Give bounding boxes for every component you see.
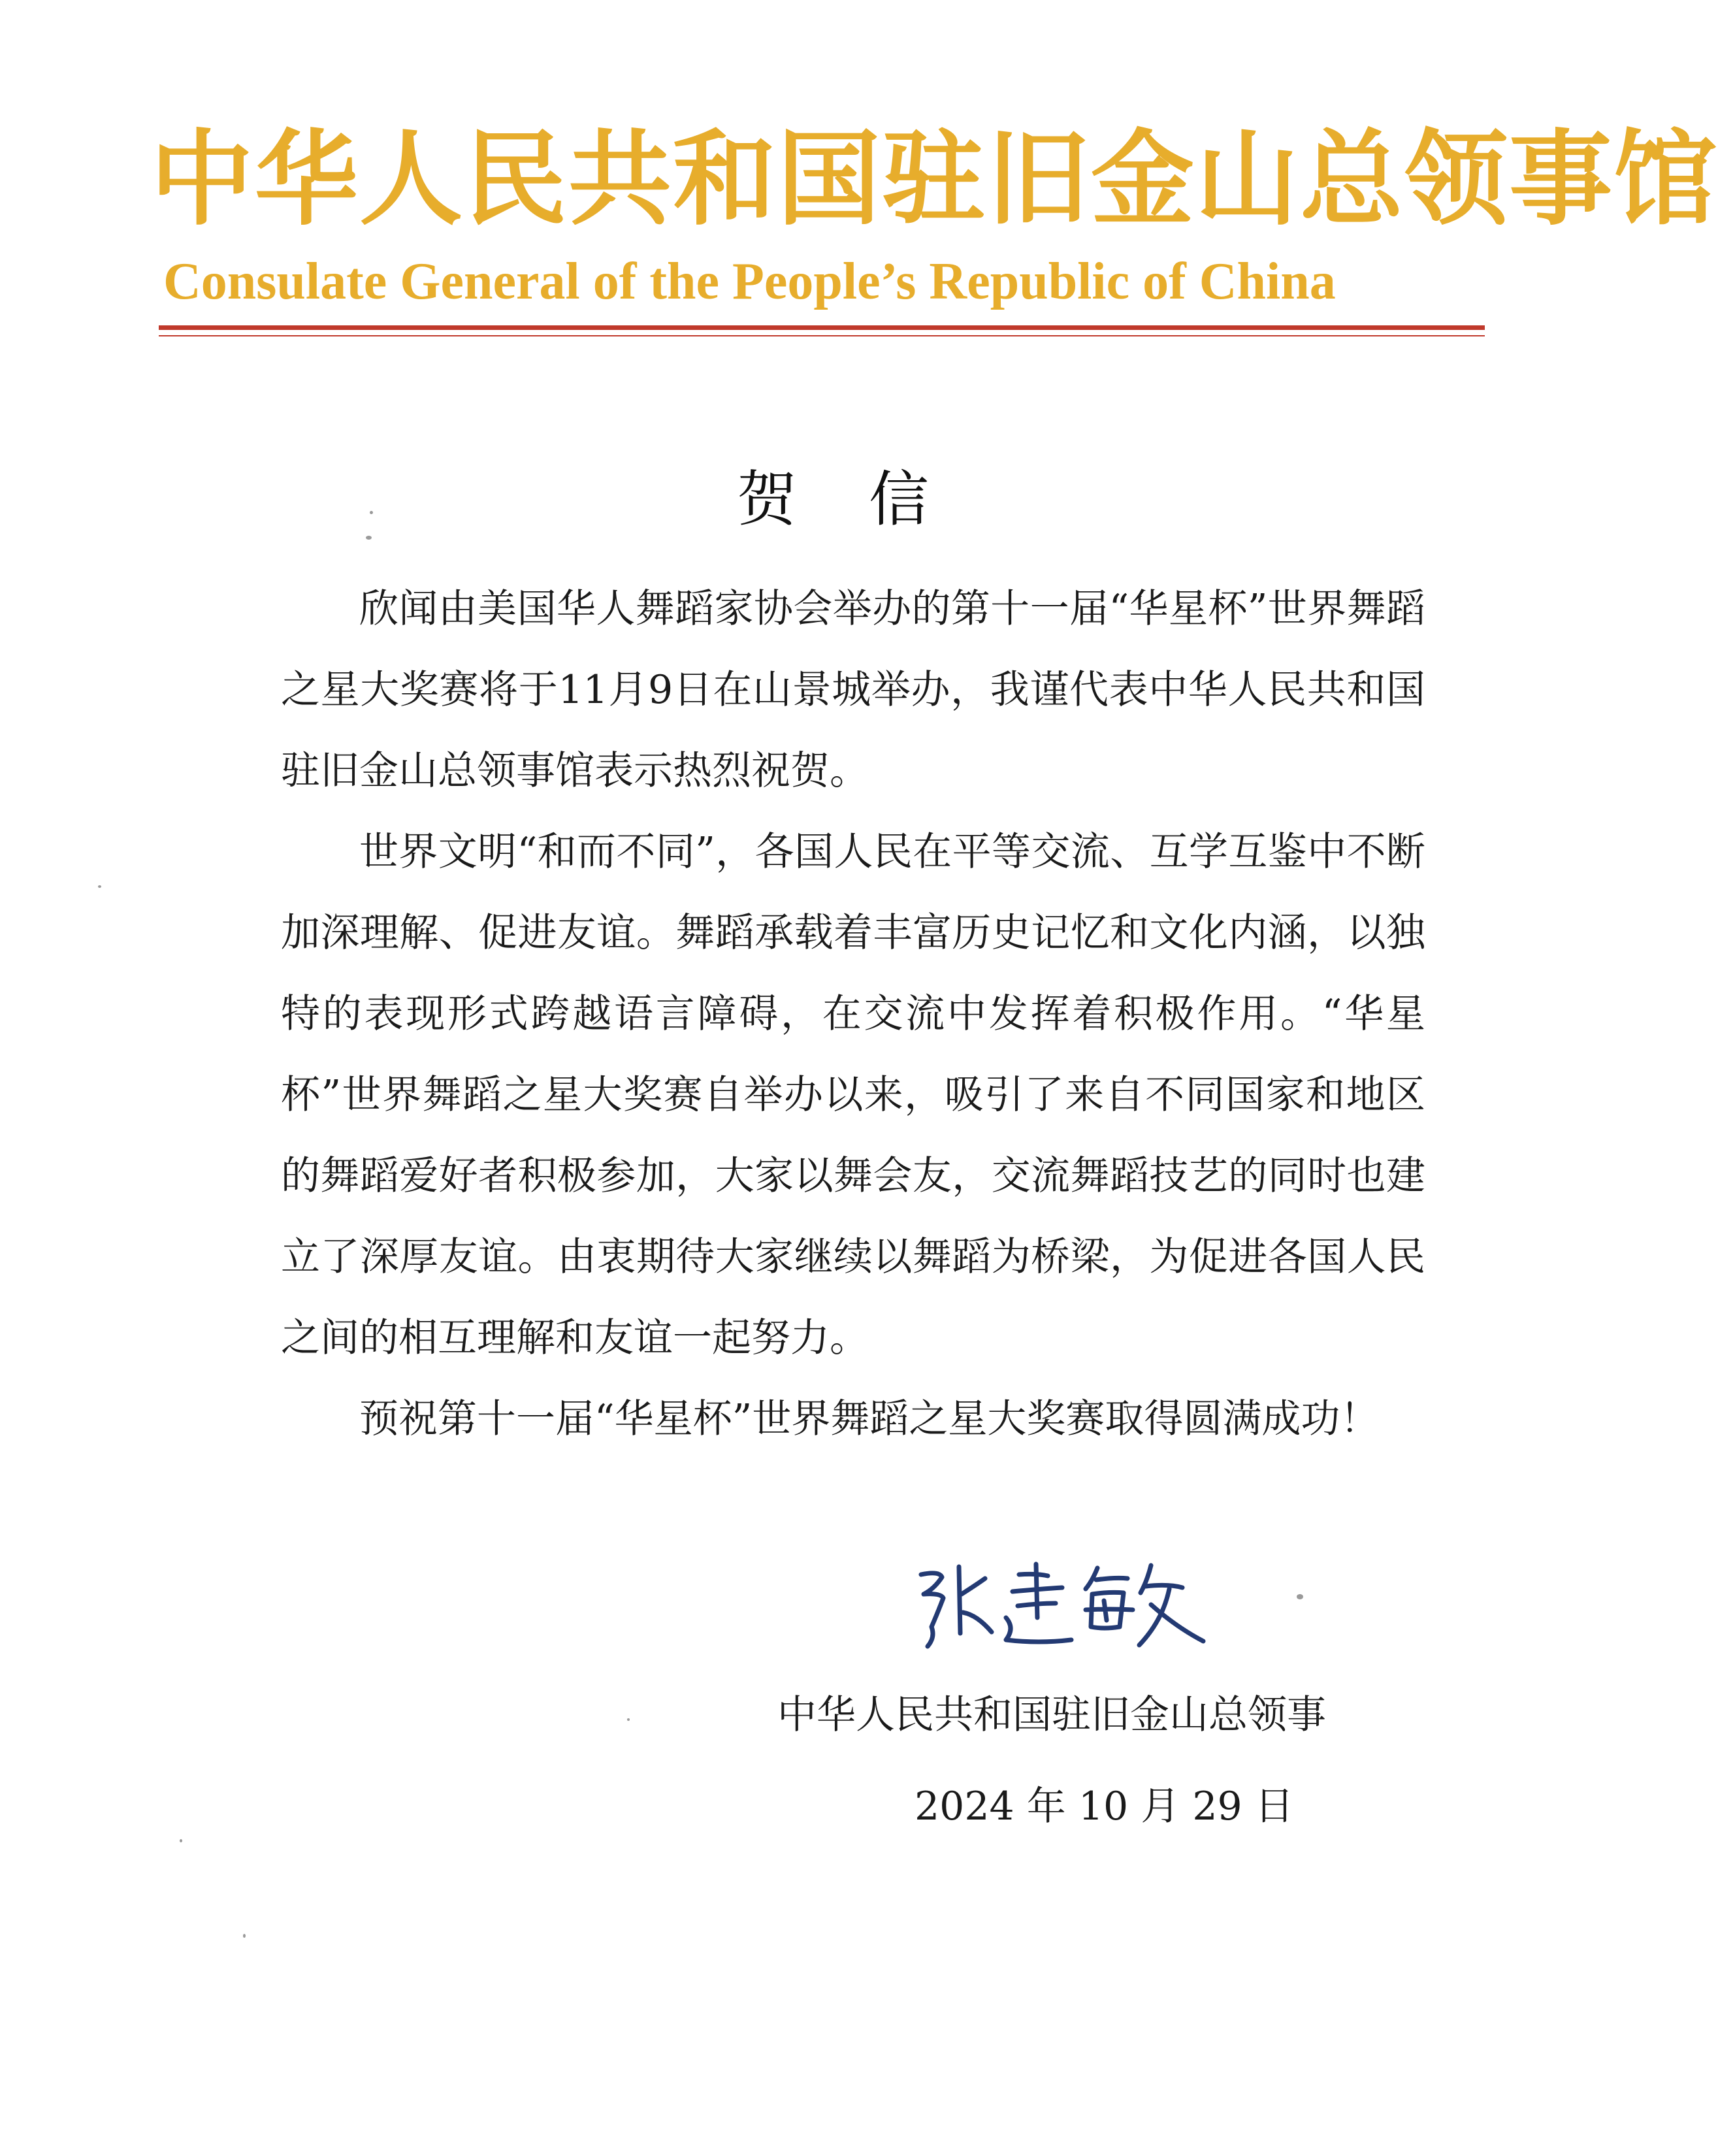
signer-title: 中华人民共和国驻旧金山总领事 <box>777 1692 1326 1738</box>
scan-speck <box>627 1718 630 1721</box>
paragraph-2: 世界文明“和而不同”，各国人民在平等交流、互学互鉴中不断加深理解、促进友谊。舞蹈承载着丰富历史记忆和文化内涵，以独特的表现形式跨越语言障碍，在交流中发挥着积极作用。“华星杯”世界舞蹈之星大奖赛自举办以来，吸引了来自不同国家和地区的舞蹈爱好者积极参加，大家以舞会友，交流舞蹈技艺的同时也建立了深厚友谊。由衷期待大家继续以舞蹈为桥梁，为促进各国人民之间的相互理解和友谊一起努力。 <box>281 829 1425 1361</box>
scan-speck <box>243 1934 246 1938</box>
letterhead-rule-thick <box>159 325 1485 330</box>
paragraph-3: 预祝第十一届“华星杯”世界舞蹈之星大奖赛取得圆满成功！ <box>359 1396 1380 1442</box>
consulate-name-english: Consulate General of the People’s Republic of China <box>163 253 1336 310</box>
scan-speck <box>370 511 373 514</box>
scan-speck <box>1297 1594 1303 1599</box>
scan-speck <box>180 1839 182 1842</box>
letter-body <box>281 568 1425 1460</box>
letter-date: 2024 年 10 月 29 日 <box>915 1784 1294 1829</box>
letterhead-rule-thin <box>159 335 1485 336</box>
letter-title: 贺信 <box>736 465 1001 534</box>
letterhead <box>0 0 1718 353</box>
consulate-name-chinese: 中华人民共和国驻旧金山总领事馆 <box>150 119 1718 240</box>
handwritten-signature <box>908 1555 1222 1659</box>
scan-speck <box>366 536 372 540</box>
scan-speck <box>98 885 101 888</box>
paragraph-1: 欣闻由美国华人舞蹈家协会举办的第十一届“华星杯”世界舞蹈之星大奖赛将于11月9日在山景城举办，我谨代表中华人民共和国驻旧金山总领事馆表示热烈祝贺。 <box>281 586 1425 794</box>
